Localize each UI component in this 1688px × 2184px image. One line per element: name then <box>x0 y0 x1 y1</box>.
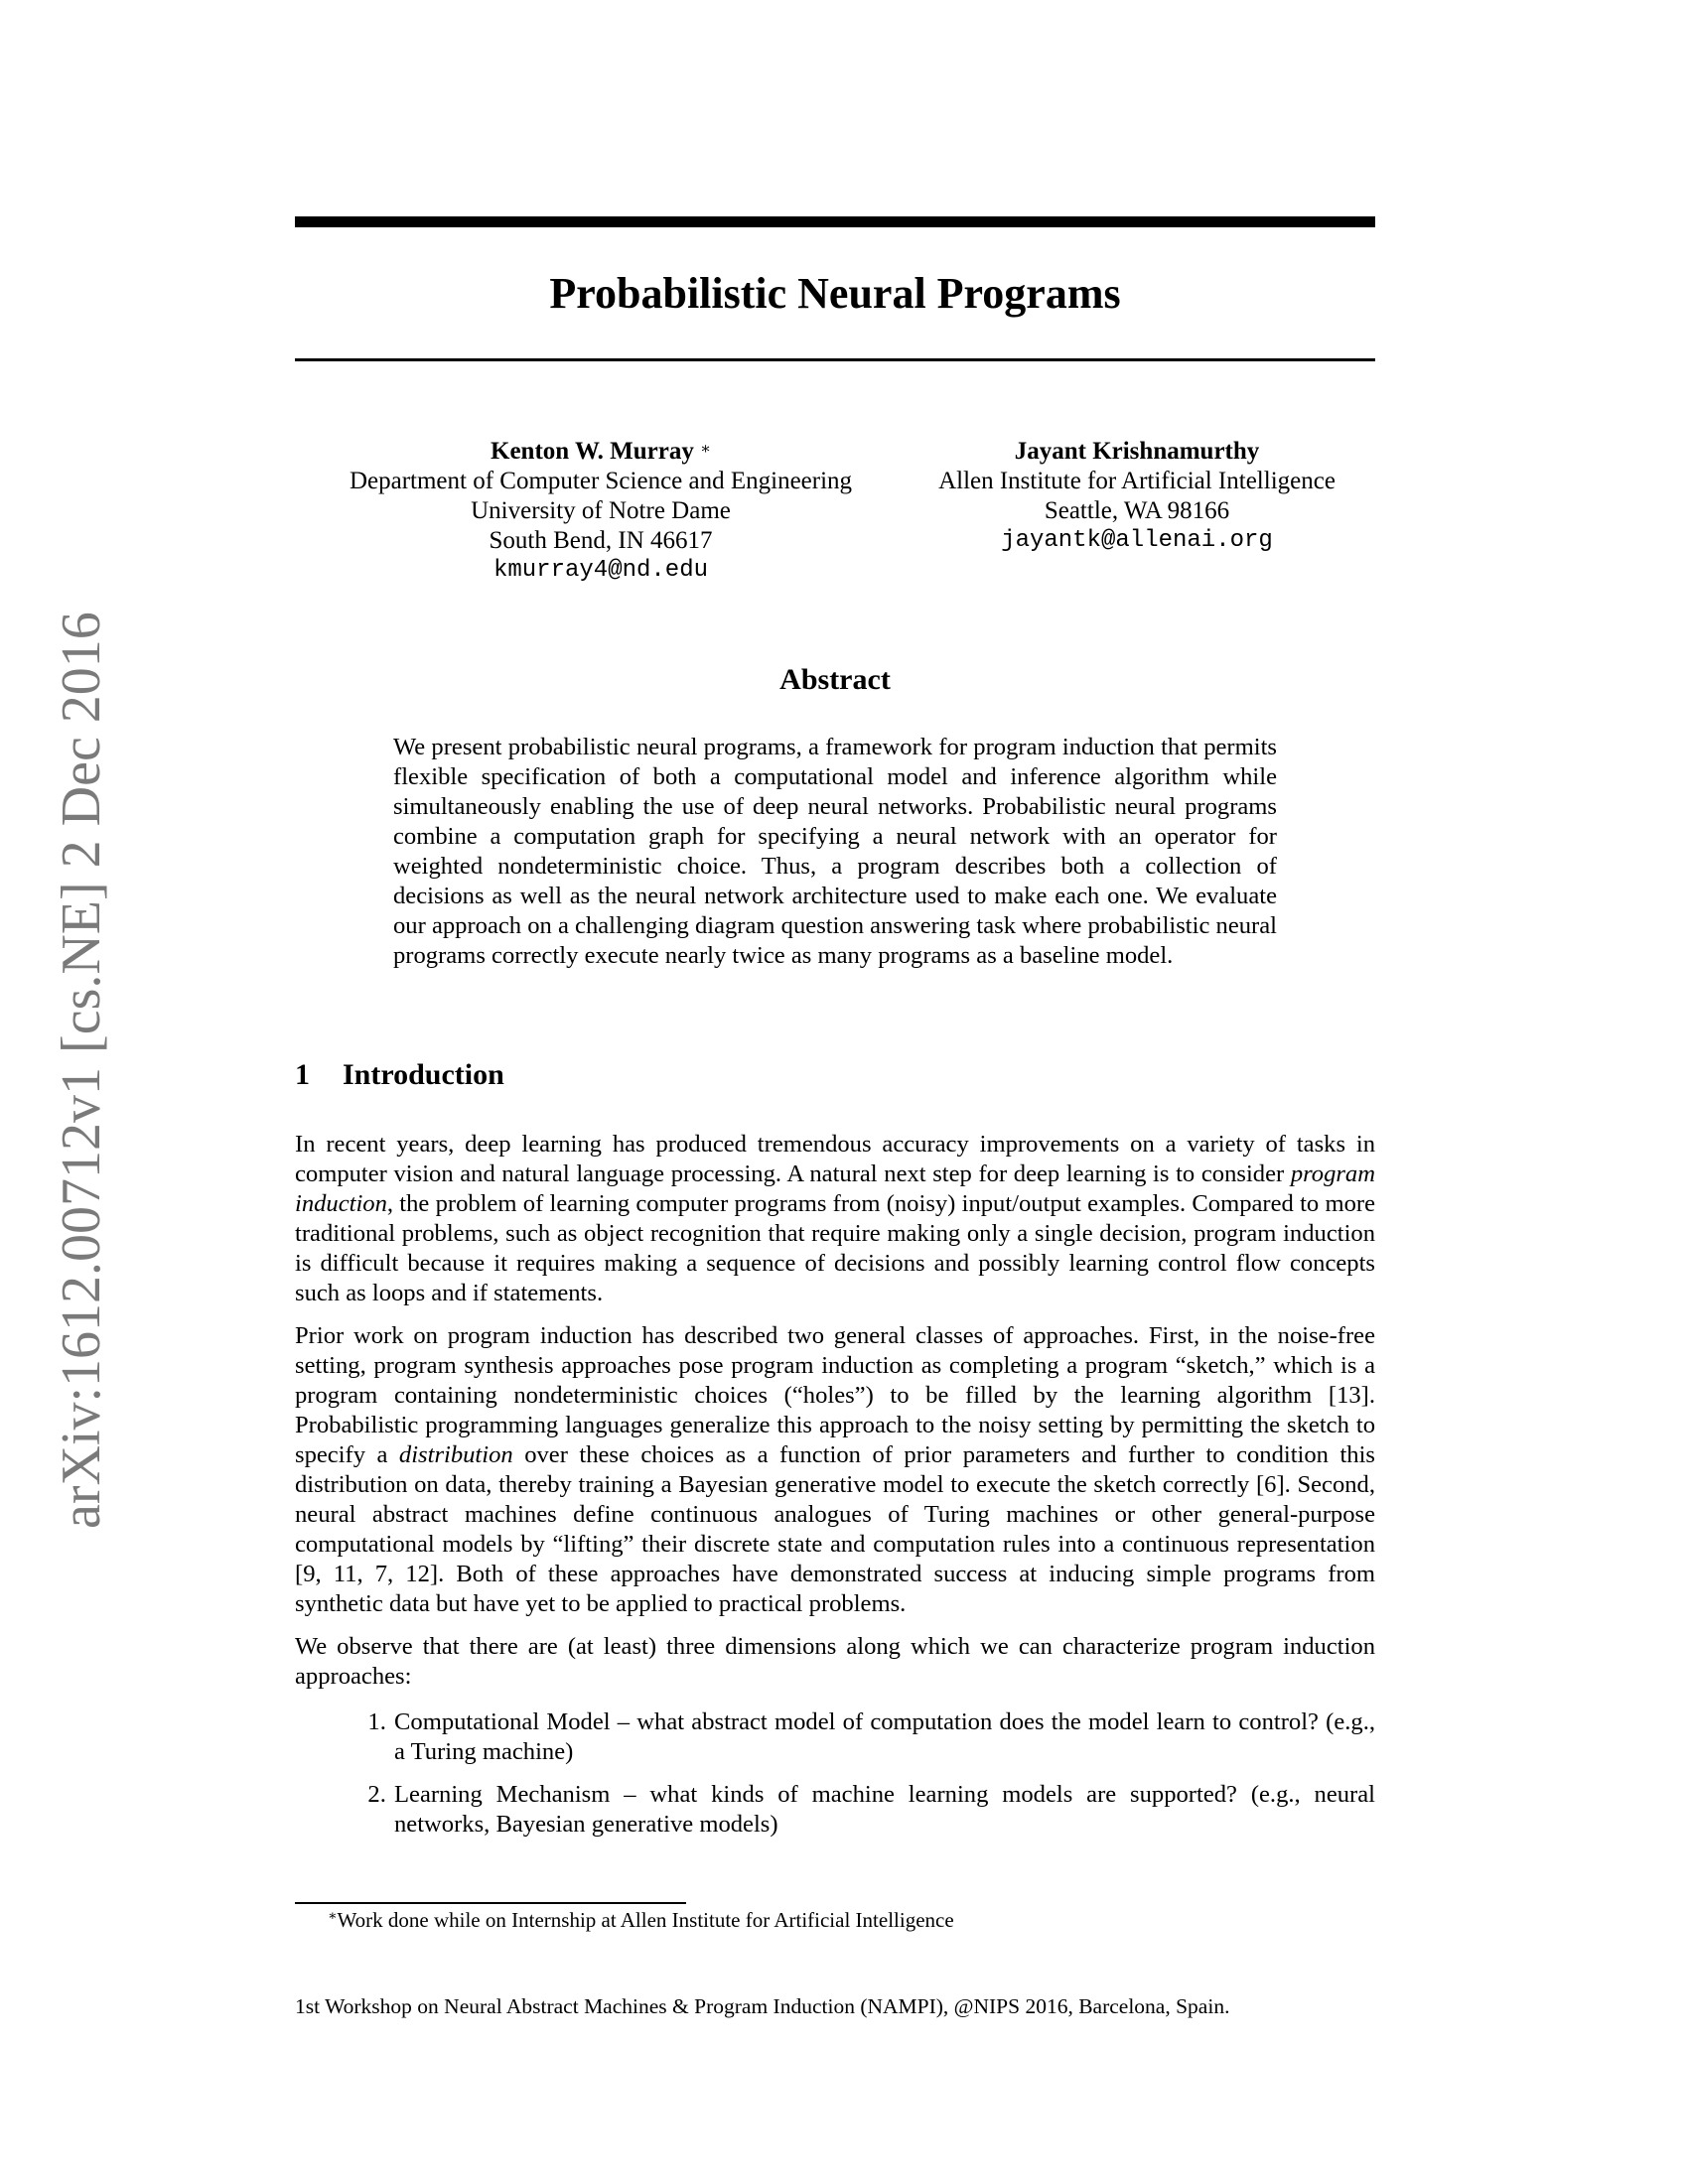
list-item: 2. Learning Mechanism – what kinds of machine learning models are supported? (e.g., neural networks, Bayesian generative models) <box>392 1780 1375 1840</box>
author-affiliation: Department of Computer Science and Engineering <box>349 468 853 494</box>
paragraph: In recent years, deep learning has produced tremendous accuracy improvements on a variety of tasks in computer vision and natural language processing. A natural next step for deep learning is to consider program induction, the problem of learning computer programs from (noisy) input/output examples. Compared to more traditional problems, such as object recognition that require making only a single decision, program induction is difficult because it requires making a sequence of decisions and possibly learning control flow concepts such as loops and if statements. <box>295 1131 1375 1306</box>
venue-line: 1st Workshop on Neural Abstract Machines & Program Induction (NAMPI), @NIPS 2016, Barcelona, Spain. <box>295 1994 1230 2018</box>
author-location: South Bend, IN 46617 <box>489 527 713 554</box>
arxiv-stamp: arXiv:1612.00712v1 [cs.NE] 2 Dec 2016 <box>51 612 112 1529</box>
abstract-text: We present probabilistic neural programs, a framework for program induction that permits flexible specification of both a computational model and inference algorithm while simultaneously enabling the use of deep neural networks. Probabilistic neural programs combine a computation graph for specifying a neural network with an operator for weighted nondeterministic choice. Thus, a program describes both a collection of decisions as well as the neural network architecture used to make each one. We evaluate our approach on a challenging diagram question answering task where probabilistic neural programs correctly execute nearly twice as many programs as a baseline model. <box>393 734 1277 969</box>
footnote-text: Work done while on Internship at Allen Institute for Artificial Intelligence <box>337 1908 954 1932</box>
footnote-marker: ∗ <box>700 441 711 458</box>
title-top-rule <box>295 216 1375 227</box>
title-bottom-rule <box>295 358 1375 361</box>
introduction-body <box>295 1130 1375 1852</box>
list-item: 1. Computational Model – what abstract model of computation does the model learn to control? (e.g., a Turing machine) <box>392 1707 1375 1767</box>
footnote-marker: ∗ <box>328 1909 338 1924</box>
author-email: kmurray4@nd.edu <box>492 557 709 584</box>
footnote <box>328 1907 954 1933</box>
emphasis: distribution <box>398 1441 513 1468</box>
emphasis: program induction <box>295 1160 1375 1217</box>
section-number: 1 <box>295 1058 310 1091</box>
numbered-list <box>295 1707 1375 1840</box>
footnote-rule <box>295 1902 686 1904</box>
section-title: Introduction <box>343 1058 504 1091</box>
author-block-1 <box>298 437 904 586</box>
paragraph: Prior work on program induction has described two general classes of approaches. First, in the noise-free setting, program synthesis approaches pose program induction as completing a program “sketch,” which is a program containing nondeterministic choices (“holes”) to be filled by the learning algorithm [13]. Probabilistic programming languages generalize this approach to the noisy setting by permitting the sketch to specify a distribution over these choices as a function of prior parameters and further to condition this distribution on data, thereby training a Bayesian generative model to execute the sketch correctly [6]. Second, neural abstract machines define continuous analogues of Turing machines or other general-purpose computational models by “lifting” their discrete state and computation rules into a continuous representation [9, 11, 7, 12]. Both of these approaches have demonstrated success at inducing simple programs from synthetic data but have yet to be applied to practical problems. <box>295 1322 1375 1617</box>
author-location: Seattle, WA 98166 <box>1044 497 1230 524</box>
author-name: Kenton W. Murray ∗ <box>491 438 711 465</box>
author-affiliation: Allen Institute for Artificial Intelligence <box>938 468 1336 494</box>
author-institution: University of Notre Dame <box>471 497 731 524</box>
author-block-2 <box>904 437 1370 556</box>
section-heading <box>295 1058 504 1092</box>
paragraph: We observe that there are (at least) three dimensions along which we can characterize program induction approaches: <box>295 1633 1375 1690</box>
author-email: jayantk@allenai.org <box>1001 527 1273 554</box>
paper-title: Probabilistic Neural Programs <box>549 269 1121 318</box>
abstract-heading: Abstract <box>779 663 891 696</box>
author-name: Jayant Krishnamurthy <box>1014 438 1260 465</box>
